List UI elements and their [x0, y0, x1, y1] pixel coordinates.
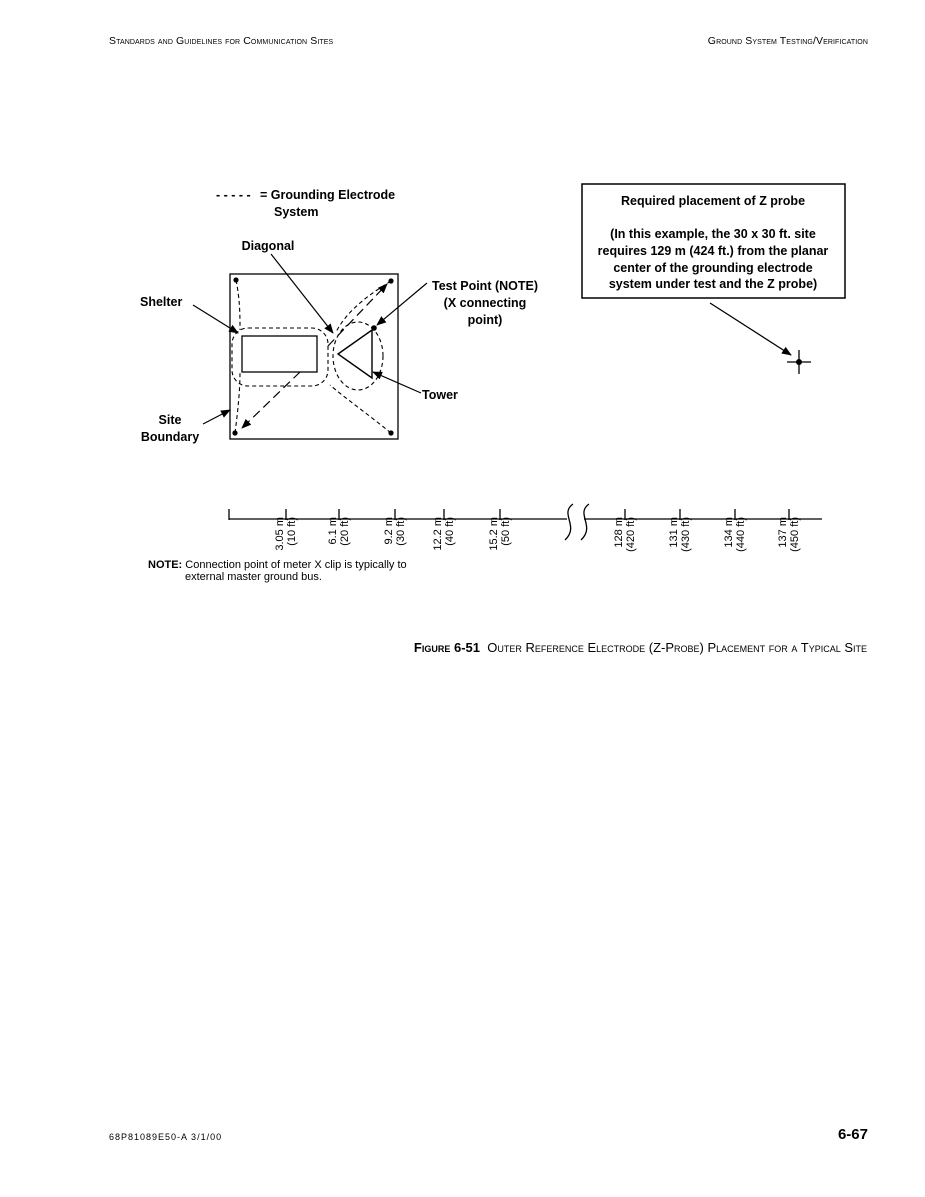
footer-page-number: 6-67 [837, 1126, 868, 1143]
scale-label-feet: (440 ft) [735, 517, 747, 552]
shelter-pointer [193, 305, 238, 333]
scale-label-meters: 137 m [777, 517, 789, 548]
electrode-path-br [330, 385, 391, 433]
label-site-2: Boundary [140, 430, 200, 444]
diagonal-lower [242, 372, 300, 428]
legend-line2: System [274, 205, 319, 219]
header-left: Standards and Guidelines for Communication Sites [109, 35, 334, 47]
label-test-point-1: Test Point (NOTE) [431, 279, 539, 293]
scale-label-meters: 134 m [723, 517, 735, 548]
scale-label-meters: 128 m [613, 517, 625, 548]
scale-label-feet: (50 ft) [500, 517, 512, 546]
scale-ticks [274, 509, 801, 552]
zprobe-line2: requires 129 m (424 ft.) from the planar [597, 244, 829, 258]
label-test-point-2: (X connecting [443, 296, 527, 310]
shelter-rect [242, 336, 317, 372]
electrode-path-tl [236, 280, 240, 330]
scale-label-meters: 15.2 m [488, 517, 500, 551]
zprobe-line1: (In this example, the 30 x 30 ft. site [610, 227, 816, 241]
scale-label-feet: (420 ft) [625, 517, 637, 552]
scale-label-feet: (20 ft) [339, 517, 351, 546]
scale-label-meters: 9.2 m [383, 517, 395, 545]
header-right: Ground System Testing/Verification [707, 35, 868, 47]
tower-pointer [373, 372, 421, 393]
label-site-1: Site [158, 413, 182, 427]
label-tower: Tower [422, 388, 458, 402]
electrode-path-tr [336, 281, 391, 332]
scale-label-meters: 12.2 m [432, 517, 444, 551]
scale-label-meters: 6.1 m [327, 517, 339, 545]
zprobe-title: Required placement of Z probe [620, 194, 806, 208]
footer-doc-id: 68P81089E50-A 3/1/00 [109, 1132, 223, 1142]
diagonal-pointer [271, 254, 333, 333]
scale-label-feet: (430 ft) [680, 517, 692, 552]
electrode-path-bl [235, 372, 240, 433]
label-shelter: Shelter [140, 295, 183, 309]
note-line2: external master ground bus. [185, 571, 322, 583]
zprobe-pointer [710, 303, 791, 355]
tower-triangle [338, 330, 372, 378]
scale-break-2 [581, 504, 589, 540]
scale-label-meters: 131 m [668, 517, 680, 548]
test-point-pointer [377, 283, 427, 325]
figure-title: Outer Reference Electrode (Z-Probe) Placement for a Typical Site [487, 640, 867, 655]
note [148, 559, 407, 583]
legend-dashes: - - - - - [216, 188, 251, 202]
zprobe-marker-icon [787, 350, 811, 374]
label-test-point-3: point) [467, 313, 503, 327]
zprobe-line4: system under test and the Z probe) [608, 277, 818, 291]
zprobe-line3: center of the grounding electrode [613, 261, 813, 275]
note-line1: Connection point of meter X clip is typically to [185, 559, 407, 571]
figure-number: Figure 6-51 [413, 640, 480, 655]
scale-break-1 [565, 504, 573, 540]
scale-label-feet: (10 ft) [286, 517, 298, 546]
scale-label-meters: 3.05 m [274, 517, 286, 551]
legend-line1: = Grounding Electrode [260, 188, 396, 202]
scale-label-feet: (450 ft) [789, 517, 801, 552]
figure-caption [414, 640, 867, 655]
note-label: NOTE: [148, 559, 183, 571]
label-diagonal: Diagonal [241, 239, 295, 253]
scale-label-feet: (30 ft) [395, 517, 407, 546]
scale-label-feet: (40 ft) [444, 517, 456, 546]
site-pointer [203, 410, 230, 424]
